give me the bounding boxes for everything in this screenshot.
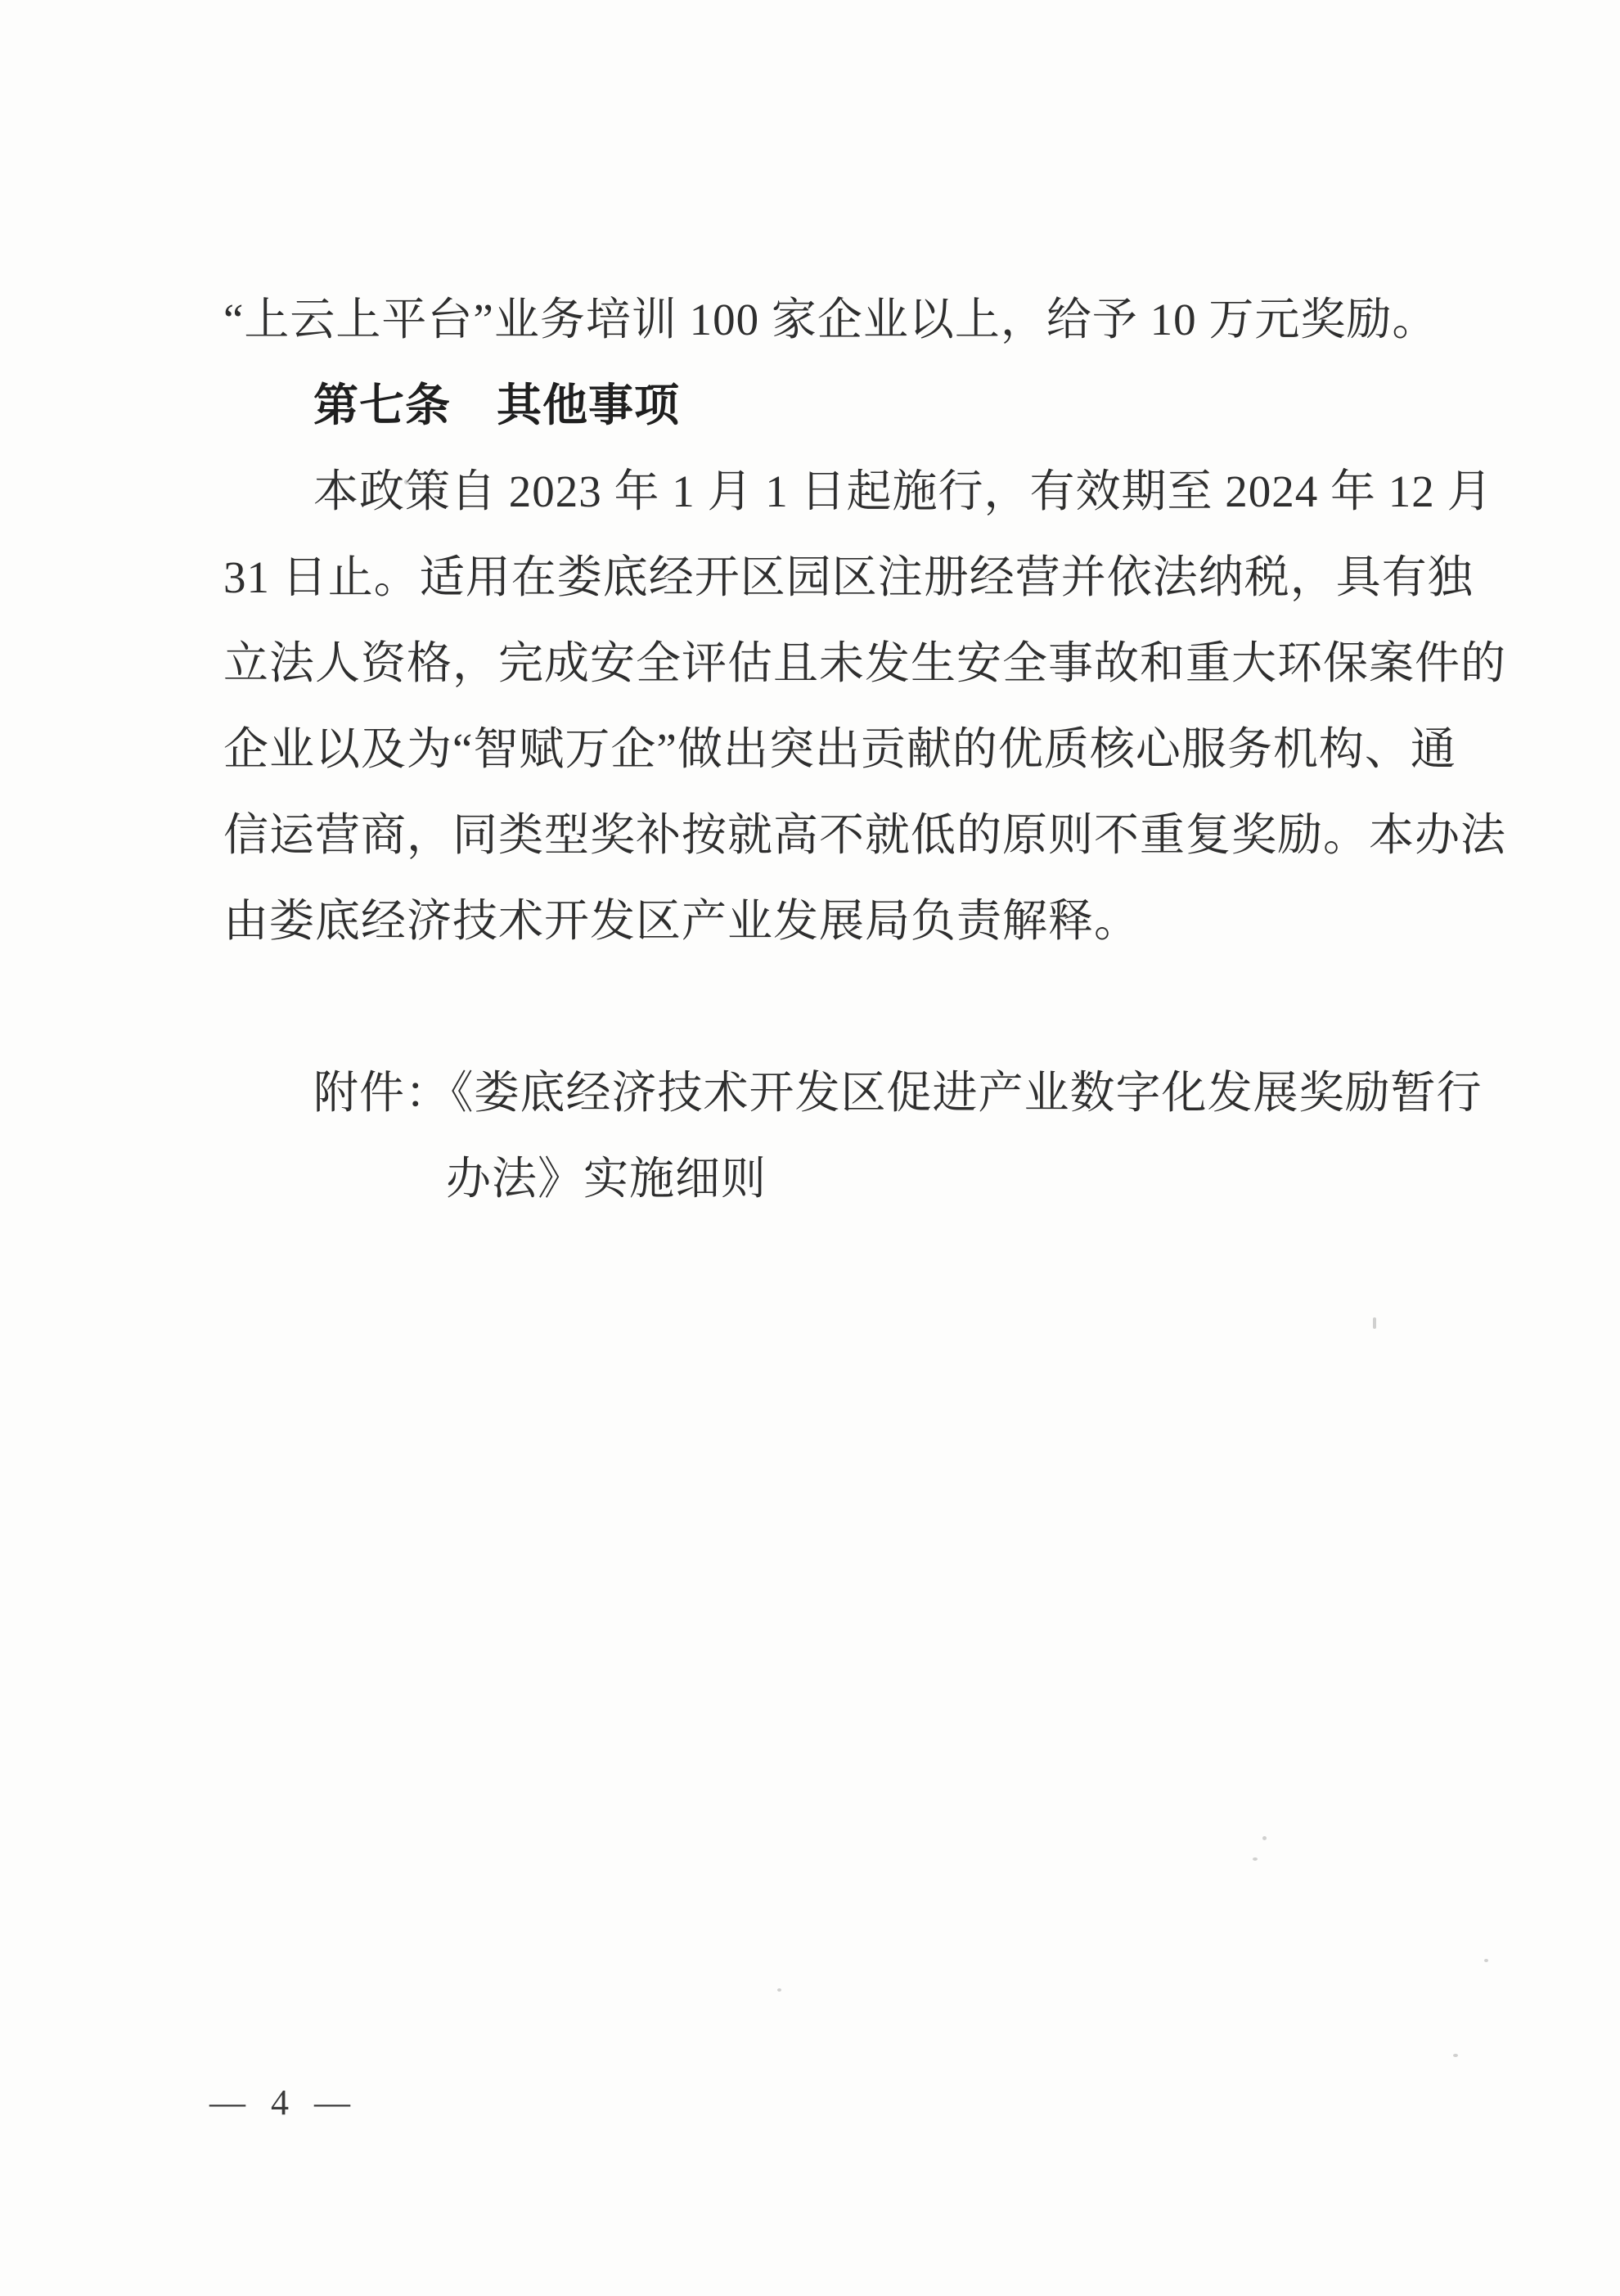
scan-speck: [404, 479, 409, 484]
scan-speck: [1373, 1317, 1376, 1329]
blank-line: [223, 964, 1475, 1050]
scan-speck: [1453, 2054, 1458, 2057]
body-line-paragraph-end: 由娄底经济技术开发区产业发展局负责解释。: [223, 896, 1141, 946]
body-line: 31 日止。适用在娄底经开区园区注册经营并依法纳税，具有独: [223, 552, 1474, 602]
section-heading-article-7: 第七条 其他事项: [313, 380, 681, 430]
scan-speck: [1253, 1857, 1258, 1861]
body-line: 立法人资格，完成安全评估且未发生安全事故和重大环保案件的: [223, 638, 1507, 688]
attachment-line-1: 附件：《娄底经济技术开发区促进产业数字化发展奖励暂行: [313, 1068, 1483, 1118]
scan-speck: [1484, 1959, 1488, 1962]
body-line-paragraph-start: 本政策自 2023 年 1 月 1 日起施行，有效期至 2024 年 12 月: [313, 466, 1493, 516]
body-line-continuation: “上云上平台”业务培训 100 家企业以上，给予 10 万元奖励。: [223, 295, 1438, 344]
scan-speck: [1262, 1836, 1267, 1840]
body-line: 信运营商，同类型奖补按就高不就低的原则不重复奖励。本办法: [223, 810, 1507, 860]
attachment-line-2: 办法》实施细则: [446, 1154, 767, 1204]
body-line: 企业以及为“智赋万企”做出突出贡献的优质核心服务机构、通: [223, 724, 1456, 774]
text-block: [223, 277, 1507, 1222]
page-number: — 4 —: [209, 2082, 358, 2123]
scan-speck: [777, 1988, 781, 1992]
